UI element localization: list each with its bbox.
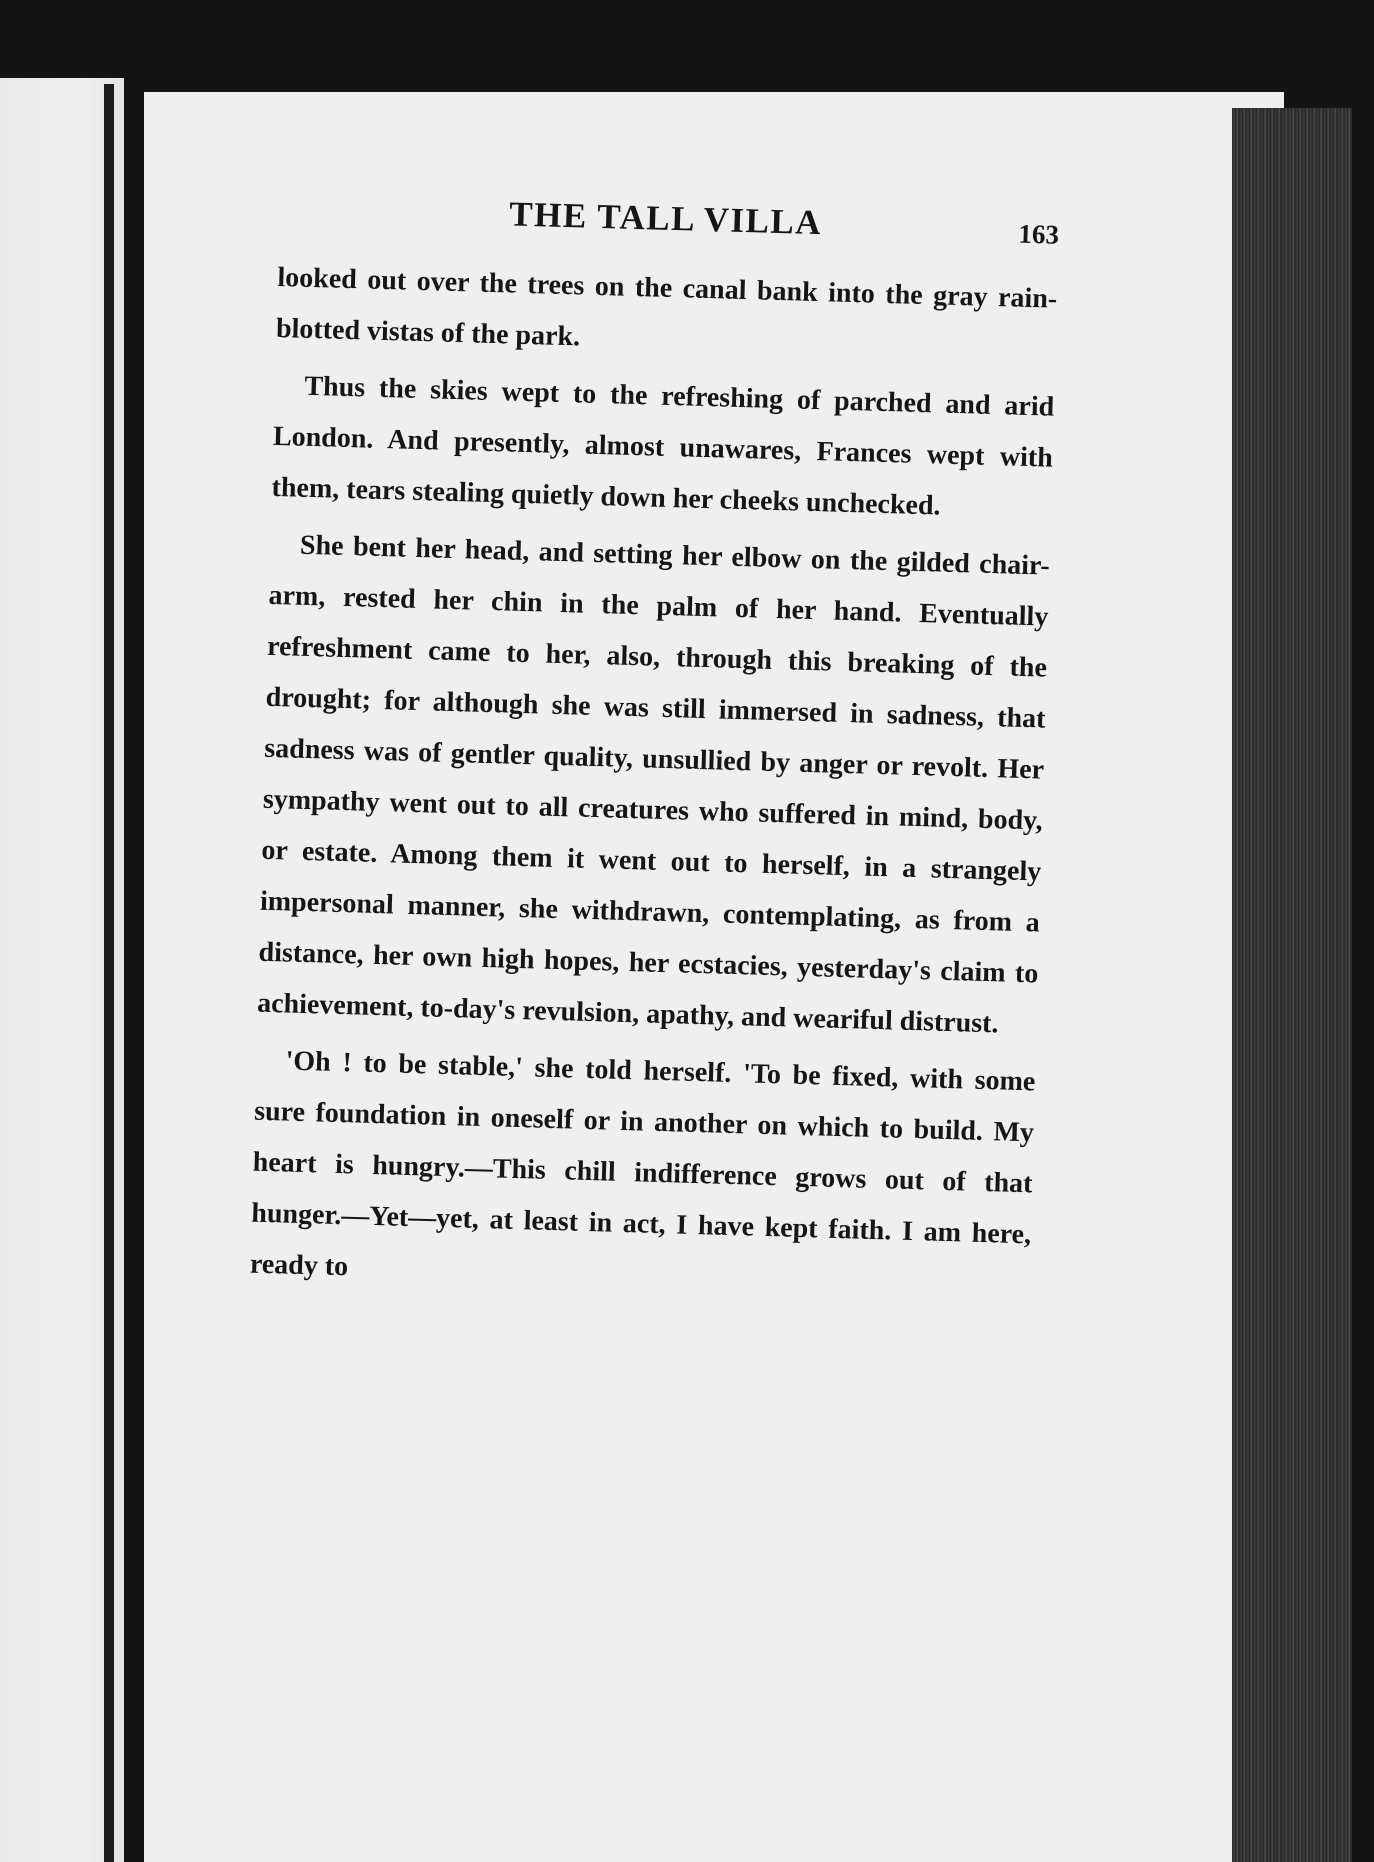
book-gutter <box>104 84 114 1862</box>
page-stack-edge <box>1232 108 1352 1862</box>
paragraph: She bent her head, and setting her elbow on the gilded chair-arm, rested her chin in the palm of her hand. Eventually refreshment came to her, also, through this breaking of the drought; for although she was still immersed in sadness, that sadness was of gentler quality, unsullied by anger or revolt. Her sympathy went out to all creatures who suffered in mind, body, or estate. Among them it went out to herself, in a strangely impersonal manner, she withdrawn, contemplating, as from a distance, her own high hopes, her ecstacies, yesterday's claim to achievement, to-day's revulsion, apathy, and weariful distrust. <box>256 529 1051 1040</box>
paragraph: 'Oh ! to be stable,' she told herself. 'To be fixed, with some sure foundation in oneself or in another on which to build. My heart is hungry.—This chill indifference grows out of that hunger.—Yet—yet, at least in act, I have kept faith. I am here, ready to <box>249 1045 1036 1283</box>
paragraph: looked out over the trees on the canal bank into the gray rain-blotted vistas of the park. <box>275 261 1058 353</box>
running-title: THE TALL VILLA <box>508 194 823 243</box>
page-content <box>249 188 1060 1317</box>
paragraph: Thus the skies wept to the refreshing of parched and arid London. And presently, almost unawares, Frances wept with them, tears stealing quietly down her cheeks unchecked. <box>271 370 1055 522</box>
page-number: 163 <box>1018 218 1060 250</box>
